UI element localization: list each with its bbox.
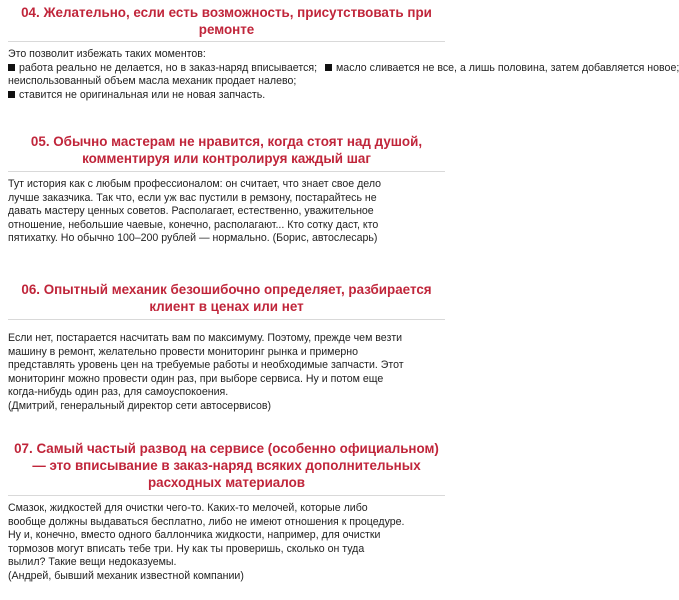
section-05 xyxy=(8,133,445,246)
body-line: давать мастеру ценных советов. Располагает, естественно, уважительное xyxy=(8,205,374,218)
heading-divider xyxy=(8,41,445,42)
heading-line: 06. Опытный механик безошибочно определяет, разбирается xyxy=(21,282,432,297)
heading-line: комментируя или контролируя каждый шаг xyxy=(82,151,371,166)
bullet-line xyxy=(8,89,445,103)
bullet-line xyxy=(8,61,679,76)
body-line: машину в ремонт, желательно провести мониторинг рынка и примерно xyxy=(8,345,358,358)
heading-divider xyxy=(8,495,445,496)
body-line: (Андрей, бывший механик известной компании) xyxy=(8,569,244,582)
body-line: мониторинг можно провести один раз, при выборе сервиса. Ну и потом еще xyxy=(8,372,384,385)
heading-divider xyxy=(8,171,445,172)
section-06 xyxy=(8,281,445,414)
body-line: (Дмитрий, генеральный директор сети автосервисов) xyxy=(8,399,272,412)
body-line: Если нет, постарается насчитать вам по максимуму. Поэтому, прежде чем везти xyxy=(8,332,403,344)
heading-line: клиент в ценах или нет xyxy=(149,299,304,314)
section-07 xyxy=(8,440,445,584)
section-04 xyxy=(8,4,679,102)
section-07-heading xyxy=(8,440,445,491)
bullet-text: масло сливается не все, а лишь половина, затем добавляется новое; xyxy=(336,61,679,74)
heading-line: 04. Желательно, если есть возможность, присутствовать при xyxy=(21,5,432,20)
section-05-heading xyxy=(8,133,445,167)
section-05-body xyxy=(8,178,445,246)
heading-line: 05. Обычно мастерам не нравится, когда стоят над душой, xyxy=(30,134,423,149)
heading-line: — это вписывание в заказ-наряд всяких дополнительных xyxy=(32,458,421,473)
body-line: лучше заказчика. Так что, если уж вас пустили в ремзону, постарайтесь не xyxy=(8,191,377,204)
section-04-heading xyxy=(8,4,445,38)
black-square-bullet-icon xyxy=(8,91,15,98)
intro-text: Это позволит избежать таких моментов: xyxy=(8,48,206,60)
body-line: представлять уровень цен на требуемые работы и необходимые запчасти. Этот xyxy=(8,359,404,372)
bullet-line xyxy=(8,75,445,89)
body-line: когда-нибудь один раз, для самоуспокоения. xyxy=(8,386,229,399)
body-line: вообще должны выдаваться бесплатно, либо не имеют отношения к процедуре. xyxy=(8,515,405,528)
section-04-body xyxy=(8,48,679,102)
body-line: Смазок, жидкостей для очистки чего-то. Каких-то мелочей, которые либо xyxy=(8,502,368,514)
body-line: Ну и, конечно, вместо одного баллончика жидкости, например, для очистки xyxy=(8,529,381,542)
body-line: пятихатку. Но обычно 100–200 рублей — нормально. (Борис, автослесарь) xyxy=(8,232,378,245)
body-line: вылил? Такие вещи недоказуемы. xyxy=(8,556,177,569)
black-square-bullet-icon xyxy=(325,64,332,71)
heading-divider xyxy=(8,319,445,320)
heading-line: 07. Самый частый развод на сервисе (особенно официальном) xyxy=(14,441,439,456)
bullet-text: работа реально не делается, но в заказ-наряд вписывается; xyxy=(19,61,318,74)
section-06-heading xyxy=(8,281,445,315)
body-line: Тут история как с любым профессионалом: он считает, что знает свое дело xyxy=(8,178,382,190)
body-line: отношение, небольшие чаевые, конечно, располагают... Кто сотку даст, кто xyxy=(8,218,379,231)
bullet-text: ставится не оригинальная или не новая запчасть. xyxy=(19,88,266,101)
section-07-body xyxy=(8,502,445,584)
heading-line: расходных материалов xyxy=(148,475,305,490)
heading-line: ремонте xyxy=(198,22,255,37)
bullet-text: неиспользованный объем масла механик продает налево; xyxy=(8,75,297,88)
black-square-bullet-icon xyxy=(8,64,15,71)
body-line: тормозов могут вписать тебе три. Ну как ты проверишь, сколько он туда xyxy=(8,542,365,555)
section-06-body xyxy=(8,332,445,414)
